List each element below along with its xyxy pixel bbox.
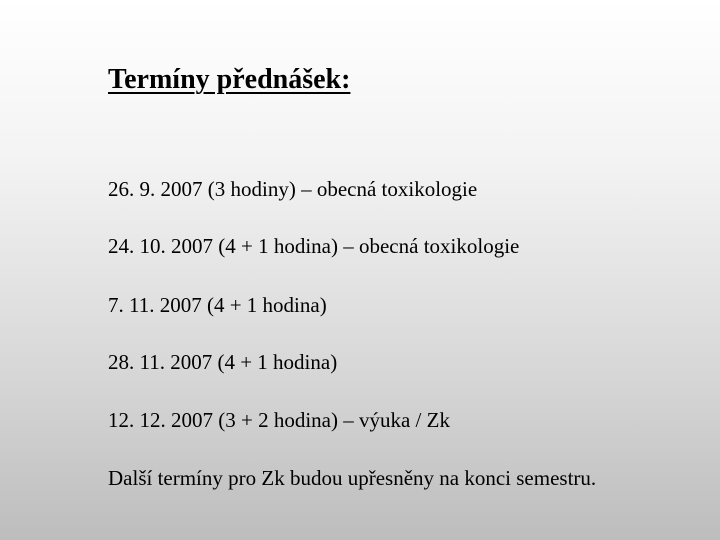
schedule-line-2: 24. 10. 2007 (4 + 1 hodina) – obecná toxikologie: [108, 234, 520, 258]
slide-title: Termíny přednášek:: [108, 64, 351, 95]
schedule-line-5: 12. 12. 2007 (3 + 2 hodina) – výuka / Zk: [108, 408, 450, 432]
schedule-line-3: 7. 11. 2007 (4 + 1 hodina): [108, 293, 327, 317]
note-line: Další termíny pro Zk budou upřesněny na konci semestru.: [108, 466, 597, 490]
schedule-line-4: 28. 11. 2007 (4 + 1 hodina): [108, 350, 338, 374]
schedule-line-1: 26. 9. 2007 (3 hodiny) – obecná toxikologie: [108, 177, 478, 201]
